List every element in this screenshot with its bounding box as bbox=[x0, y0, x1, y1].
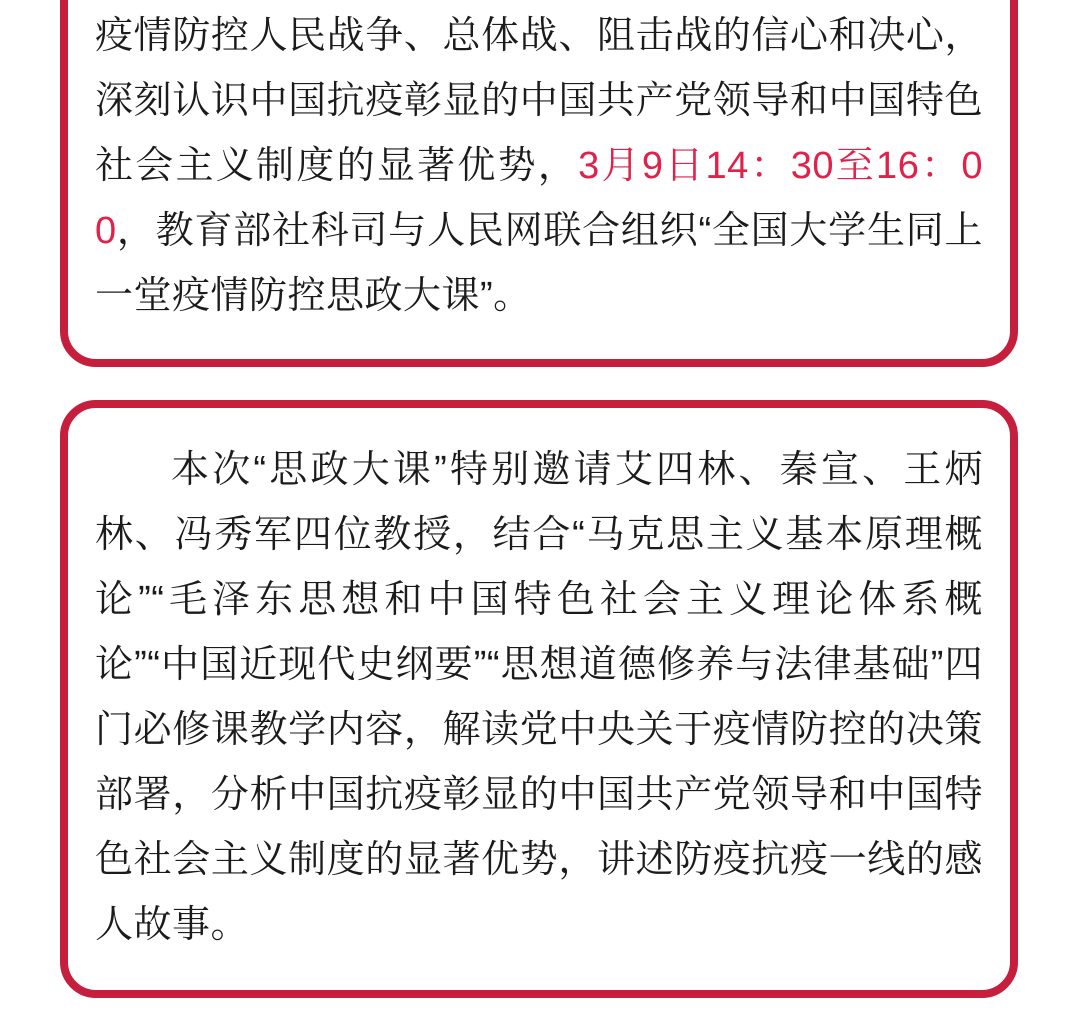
text-segment-lead: 疫情防控人民战争、总体战、阻击战的信心和决心，深刻认识中国抗疫彰显的中国共产党领导和中国特色社会主义制度的显著优势， bbox=[95, 15, 983, 187]
highlighted-datetime-text: 3月9日14：30至16：00 bbox=[95, 145, 983, 252]
article-card-bottom bbox=[60, 400, 1018, 998]
text-segment-trail: ，教育部社科司与人民网联合组织“全国大学生同上一堂疫情防控思政大课”。 bbox=[95, 210, 983, 317]
paragraph-course-details: 本次“思政大课”特别邀请艾四林、秦宣、王炳林、冯秀军四位教授，结合“马克思主义基本原理概论”“毛泽东思想和中国特色社会主义理论体系概论”“中国近现代史纲要”“思想道德修养与法律基础”四门必修课教学内容，解读党中央关于疫情防控的决策部署，分析中国抗疫彰显的中国共产党领导和中国特色社会主义制度的显著优势，讲述防疫抗疫一线的感人故事。 bbox=[95, 449, 983, 946]
article-card-top bbox=[60, 0, 1018, 367]
paragraph-announcement bbox=[95, 4, 983, 329]
